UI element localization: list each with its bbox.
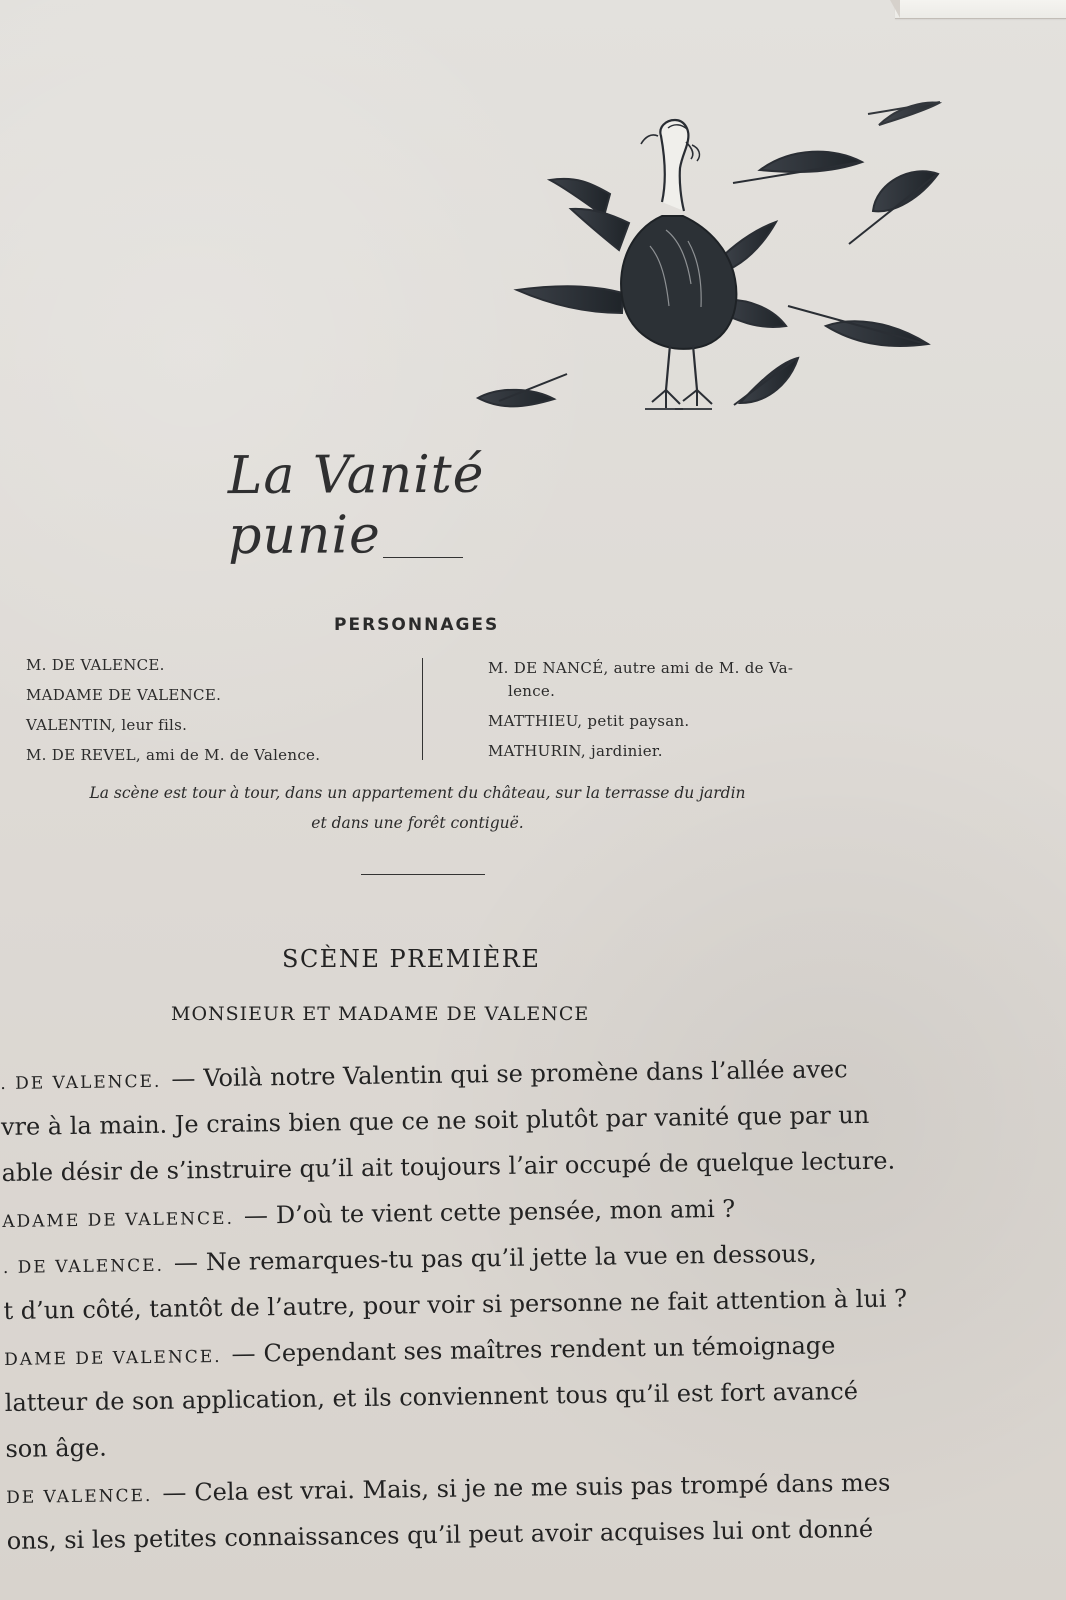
cast-list-left [26,650,406,770]
dialogue-block [0,1045,937,1564]
dialogue-text: Ne remarques-tu pas qu’il jette la vue en dessous, [205,1239,817,1277]
dialogue-dash: — [231,1339,256,1368]
divider-rule [383,557,463,558]
speaker-name: DE VALENCE. [6,1485,153,1508]
chapter-title: La Vanité punie [227,444,485,567]
page-edge-strip [895,0,1066,19]
dialogue-text: vre à la main. Je crains bien que ce ne soit plutôt par vanité que par un [0,1100,870,1141]
cast-item-continuation: lence. [508,682,556,700]
dialogue-text: D’où te vient cette pensée, mon ami ? [275,1194,736,1230]
feather-icon [734,358,798,405]
dialogue-text: latteur de son application, et ils conviennent tous qu’il est fort avancé [4,1377,859,1417]
speaker-name: . DE VALENCE. [2,1255,165,1278]
cast-item: MATTHIEU, petit paysan. [488,712,690,730]
feather-icon [788,306,928,346]
cast-item: M. DE REVEL, ami de M. de Valence. [26,746,321,764]
cast-item: VALENTIN, leur fils. [26,716,188,734]
dialogue-dash: — [171,1064,196,1093]
dialogue-text: Cela est vrai. Mais, si je ne me suis pas trompé dans mes [194,1468,891,1507]
feather-icon [868,102,940,125]
dialogue-dash: — [162,1478,187,1507]
cast-item: M. DE NANCÉ, autre ami de M. de Va- [488,659,794,677]
cast-list-right [488,653,868,766]
feather-icon [733,152,862,183]
dialogue-text: Voilà notre Valentin qui se promène dans l’allée avec [203,1055,848,1093]
dialogue-text: Cependant ses maîtres rendent un témoignage [263,1331,836,1368]
cast-item: M. DE VALENCE. [26,656,165,674]
speaker-name: . DE VALENCE. [0,1071,162,1094]
dialogue-dash: — [173,1248,199,1277]
setting-note [35,778,800,838]
turkey-feathers-illustration [470,90,970,460]
page-corner-fold [890,0,900,18]
dialogue-text: son âge. [5,1433,108,1463]
cast-item: MADAME DE VALENCE. [26,686,222,704]
scene-title: SCÈNE PREMIÈRE [282,945,541,973]
dialogue-text: ons, si les petites connaissances qu’il peut avoir acquises lui ont donné [6,1514,874,1555]
speaker-name: DAME DE VALENCE. [4,1346,222,1370]
divider-rule [361,874,485,875]
scene-subtitle: MONSIEUR ET MADAME DE VALENCE [171,1003,590,1025]
dialogue-text: able désir de s’instruire qu’il ait toujours l’air occupé de quelque lecture. [1,1146,896,1187]
dialogue-text: t d’un côté, tantôt de l’autre, pour voir si personne ne fait attention à lui ? [3,1284,908,1325]
setting-line: et dans une forêt contiguë. [311,814,524,832]
feather-icon [478,374,567,406]
dialogue-dash: — [243,1201,269,1230]
speaker-name: ADAME DE VALENCE. [2,1208,235,1232]
cast-divider [422,658,423,760]
feather-icon [849,171,938,244]
cast-item: MATHURIN, jardinier. [488,742,663,760]
turkey-icon [517,120,786,409]
setting-line: La scène est tour à tour, dans un appartement du château, sur la terrasse du jardin [89,784,746,802]
personnages-label: PERSONNAGES [334,615,500,635]
